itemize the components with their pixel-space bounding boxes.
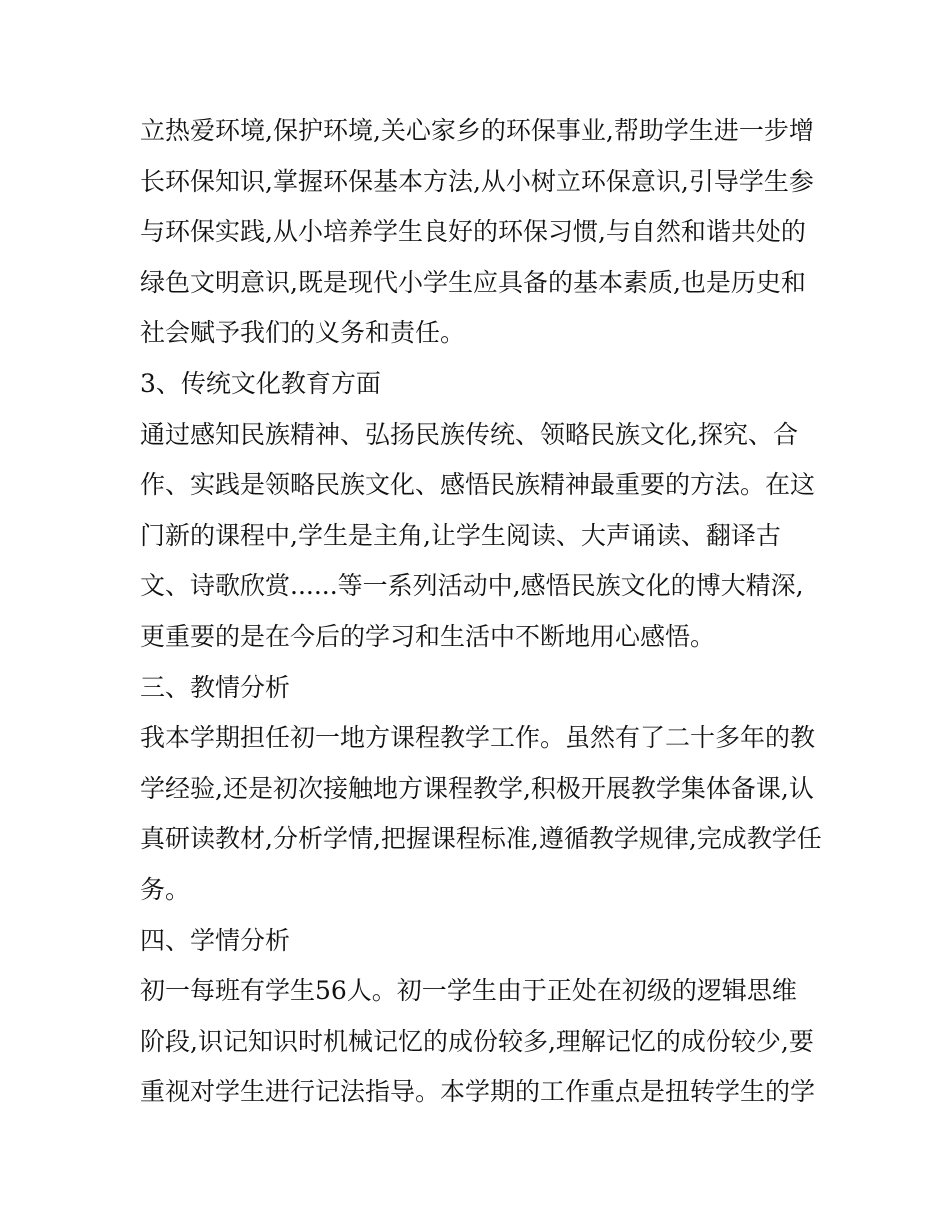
text-line: 立热爱环境,保护环境,关心家乡的环保事业,帮助学生进一步增 — [140, 116, 814, 145]
text-line: 作、实践是领略民族文化、感悟民族精神最重要的方法。在这 — [140, 470, 816, 500]
text-line: 阶段,识记知识时机械记忆的成份较多,理解记忆的成份较少,要 — [140, 1026, 814, 1056]
section-heading: 四、学情分析 — [140, 925, 291, 955]
text-line: 初一每班有学生56人。初一学生由于正处在初级的逻辑思维 — [140, 976, 797, 1006]
text-line: 更重要的是在今后的学习和生活中不断地用心感悟。 — [140, 621, 716, 651]
section-heading: 三、教情分析 — [140, 672, 291, 702]
text-line: 长环保知识,掌握环保基本方法,从小树立环保意识,引导学生参 — [140, 166, 814, 196]
text-line: 通过感知民族精神、弘扬民族传统、领略民族文化,探究、合 — [140, 419, 798, 449]
text-line: 我本学期担任初一地方课程教学工作。虽然有了二十多年的教 — [140, 723, 816, 753]
text-line: 门新的课程中,学生是主角,让学生阅读、大声诵读、翻译古 — [140, 520, 781, 550]
text-line: 学经验,还是初次接触地方课程教学,积极开展教学集体备课,认 — [140, 773, 814, 803]
text-line: 绿色文明意识,既是现代小学生应具备的基本素质,也是历史和 — [140, 267, 806, 297]
text-line: 社会赋予我们的义务和责任。 — [140, 318, 466, 348]
text-line: 真研读教材,分析学情,把握课程标准,遵循教学规律,完成教学任 — [140, 824, 822, 854]
document-body — [140, 106, 820, 1118]
text-line: 重视对学生进行记法指导。本学期的工作重点是扭转学生的学 — [140, 1077, 816, 1107]
text-line: 与环保实践,从小培养学生良好的环保习惯,与自然和谐共处的 — [140, 217, 806, 247]
section-heading: 3、传统文化教育方面 — [140, 368, 381, 398]
text-line: 文、诗歌欣赏......等一系列活动中,感悟民族文化的博大精深, — [140, 571, 804, 601]
text-line: 务。 — [140, 874, 191, 904]
